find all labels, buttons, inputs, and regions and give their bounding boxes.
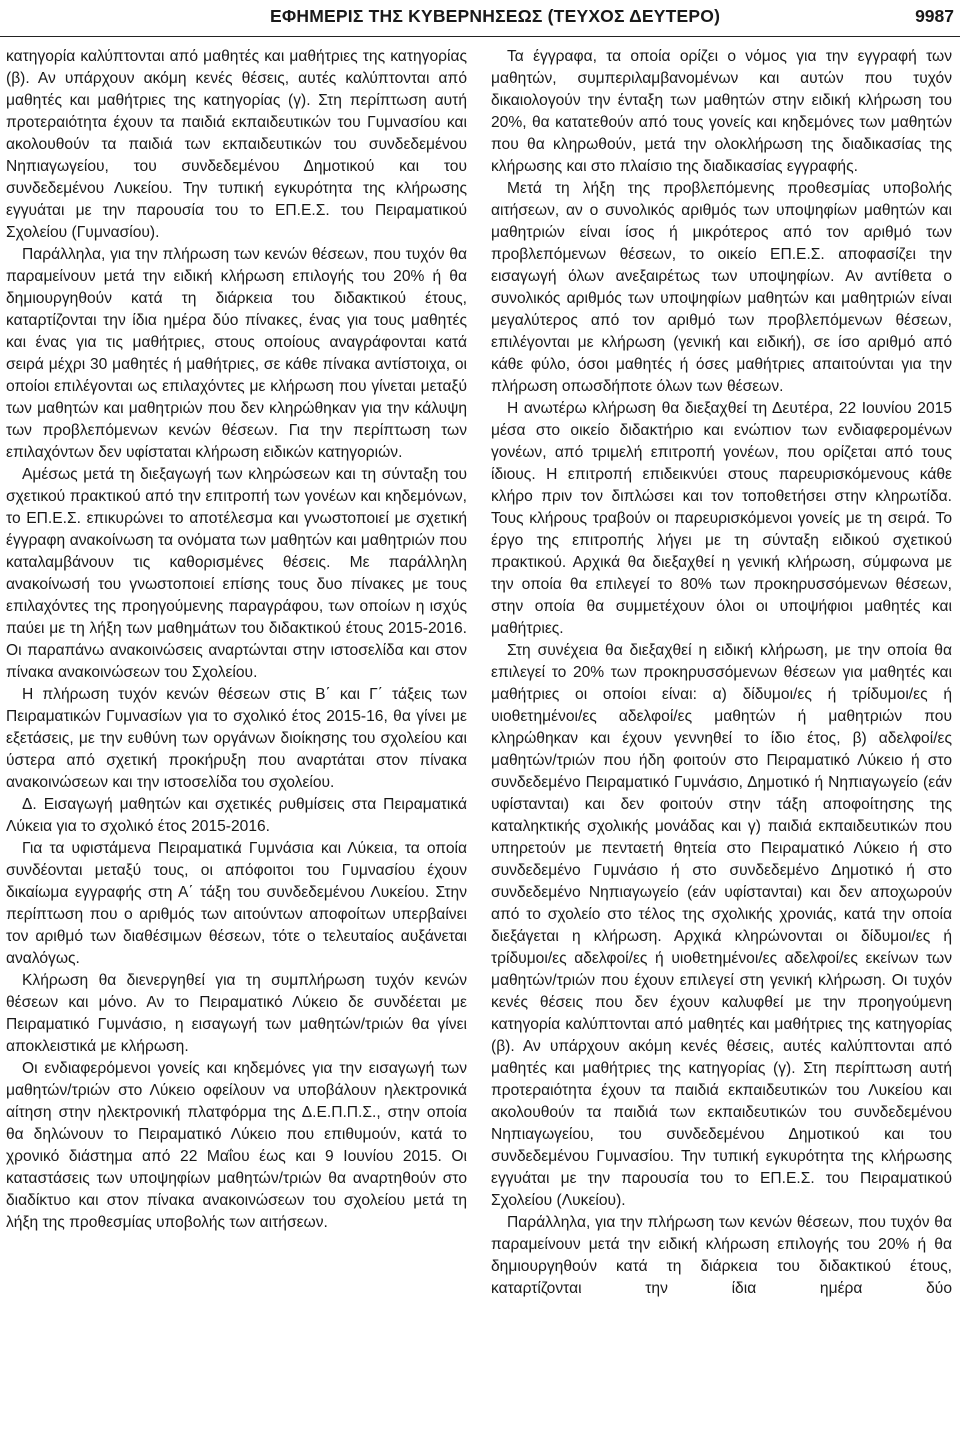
paragraph: Η ανωτέρω κλήρωση θα διεξαχθεί τη Δευτέρα, 22 Ιουνίου 2015 μέσα στο οικείο διδακτήριο και ενώπιον των ενδιαφερομένων γονέων, από τριμελή επιτροπή γονέων, που ορίζεται από τους ίδιους. Η επιτροπή επιδεικνύει στους παρευρισκόμενους κάθε κλήρο πριν τον διπλώσει και τον τοποθετήσει στην κληρωτίδα. Τους κλήρους τραβούν οι παρευρισκόμενοι γονείς με τη σειρά. Το έργο της επιτροπής λήγει με τη σύνταξη ειδικού σχετικού πρακτικού. Αρχικά θα διεξαχθεί η γενική κλήρωση, σύμφωνα με την οποία θα επιλεγεί το 80% των προκηρυσσόμενων θέσεων, στην οποία θα συμμετέχουν όλοι οι υποψήφιοι μαθητές και μαθήτριες. (491, 400, 952, 637)
paragraph: Στη συνέχεια θα διεξαχθεί η ειδική κλήρωση, με την οποία θα επιλεγεί το 20% των προκηρυσσόμενων θέσεων για μαθητές και μαθήτριες οι οποίοι είναι: α) δίδυμοι/ες ή τρίδυμοι/ες ή υιοθετημένοι/ες αδελφοί/ες μαθητών ή μαθητριών που κληρώθηκαν και έχουν γεννηθεί το ίδιο έτος, β) αδελφοί/ες μαθητών/τριών που ήδη φοιτούν στο Πειραματικό Λύκειο ή στο συνδεδεμένο Πειραματικό Γυμνάσιο, Δημοτικό ή Νηπιαγωγείο (εάν υφίστανται) και δεν φοιτούν στην τάξη αποφοίτησης της καταληκτικής σχολικής μονάδας και γ) παιδιά εκπαιδευτικών που υπηρετούν με πενταετή θητεία στο Πειραματικό Λύκειο ή στο συνδεδεμένο Γυμνάσιο ή στο συνδεδεμένο Δημοτικό ή στο συνδεδεμένο Νηπιαγωγείο (εάν υφίστανται) και δεν αποχωρούν από το σχολείο στο τέλος της σχολικής χρονιάς, κατά την οποία διεξάγεται η κλήρωση. Αρχικά κληρώνονται οι δίδυμοι/ες ή τρίδυμοι/ες αδελφοί/ες ή υιοθετημένοι/ες αδελφοί/ες εκείνων των μαθητών/τριών που έχουν επιλεγεί στη γενική κλήρωση. Οι τυχόν κενές θέσεις που δεν έχουν καλυφθεί με την προηγούμενη κατηγορία καλύπτονται από μαθητές και μαθήτριες της κατηγορίας (β). Αν υπάρχουν ακόμη κενές θέσεις, αυτές καλύπτονται από μαθητές και μαθήτριες της κατηγορίας (γ). Στη περίπτωση αυτή προτεραιότητα έχουν τα παιδιά εκπαιδευτικών του Λυκείου και ακολουθούν τα παιδιά των εκπαιδευτικών του συνδεδεμένου Νηπιαγωγείου, του συνδεδεμένου Δημοτικού και του συνδεδεμένου Γυμνασίου. Την τυπική εγκυρότητα της κλήρωσης εγγυάται με την παρουσία του το ΕΠ.Ε.Σ. του Πειραματικού Σχολείου (Λυκείου). (491, 642, 952, 1209)
paragraph: Παράλληλα, για την πλήρωση των κενών θέσεων, που τυχόν θα παραμείνουν μετά την ειδική κλήρωση επιλογής του 20% ή θα δημιουργηθούν κατά τη διάρκεια του διδακτικού έτους, καταρτίζονται την ίδια ημέρα δύο (491, 1214, 952, 1297)
paragraph: Μετά τη λήξη της προβλεπόμενης προθεσμίας υποβολής αιτήσεων, αν ο συνολικός αριθμός των υποψηφίων μαθητών και μαθητριών είναι ίσος ή μικρότερος από τον αριθμό των προβλεπόμενων θέσεων, το οικείο ΕΠ.Ε.Σ. αποφασίζει την εισαγωγή όλων ανεξαιρέτως των υποψηφίων. Αν αντίθετα ο συνολικός αριθμός των υποψηφίων μαθητών και μαθητριών είναι μεγαλύτερος από τον αριθμό των προβλεπόμενων θέσεων, επιλέγονται με κλήρωση (γενική και ειδική), σε ίσο αριθμό από κάθε φύλο, όσοι μαθητές ή όσες μαθήτριες απαιτούνται για την πλήρωση οπωσδήποτε όλων των θέσεων. (491, 180, 952, 395)
paragraph: Κλήρωση θα διενεργηθεί για τη συμπλήρωση τυχόν κενών θέσεων και μόνο. Αν το Πειραματικό Λύκειο δε συνδέεται με Πειραματικό Γυμνάσιο, η εισαγωγή των μαθητών/τριών θα γίνει αποκλειστικά με κλήρωση. (6, 972, 467, 1055)
paragraph: Για τα υφιστάμενα Πειραματικά Γυμνάσια και Λύκεια, τα οποία συνδέονται μεταξύ τους, οι απόφοιτοι του Γυμνασίου έχουν δικαίωμα εγγραφής στη Α΄ τάξη του συνδεδεμένου Λυκείου. Στην περίπτωση που ο αριθμός των αιτούντων αποφοίτων υπερβαίνει τον αριθμό των διαθέσιμων θέσεων, τότε ο τελευταίος αυξάνεται αναλόγως. (6, 840, 467, 967)
left-column (6, 46, 467, 1428)
right-column (491, 46, 952, 1428)
page-header (0, 0, 960, 37)
paragraph: Η πλήρωση τυχόν κενών θέσεων στις Β΄ και Γ΄ τάξεις των Πειραματικών Γυμνασίων για το σχολικό έτος 2015-16, θα γίνει με εξετάσεις, με την ευθύνη των οργάνων διοίκησης του σχολείου και ύστερα από σχετική προκήρυξη που αναρτάται στον πίνακα ανακοινώσεων και την ιστοσελίδα του σχολείου. (6, 686, 467, 791)
paragraph: Παράλληλα, για την πλήρωση των κενών θέσεων, που τυχόν θα παραμείνουν μετά την ειδική κλήρωση επιλογής του 20% ή θα δημιουργηθούν κατά τη διάρκεια του διδακτικού έτους, καταρτίζονται την ίδια ημέρα δύο πίνακες, ένας για τους μαθητές και ένας για τις μαθήτριες, στους οποίους αναγράφονται κατά σειρά μέχρι 30 μαθητές ή μαθήτριες, σε κάθε πίνακα αντίστοιχα, οι οποίοι επιλέγονται ως επιλαχόντες με κλήρωση που γίνεται μεταξύ των μαθητών και μαθητριών που δεν κληρώθηκαν για την κάλυψη των προβλεπόμενων κενών θέσεων. Για την περίπτωση των επιλαχόντων δεν υφίσταται κλήρωση ειδικών κατηγοριών. (6, 246, 467, 461)
paragraph: Αμέσως μετά τη διεξαγωγή των κληρώσεων και τη σύνταξη του σχετικού πρακτικού από την επιτροπή των γονέων και κηδεμόνων, το ΕΠ.Ε.Σ. επικυρώνει το αποτέλεσμα και γνωστοποιεί με σχετική έγγραφη ανακοίνωση τα ονόματα των μαθητών και μαθητριών που καταλαμβάνουν τις καθορισμένες θέσεις. Με παράλληλη ανακοίνωσή του γνωστοποιεί επίσης τους δυο πίνακες με τους επιλαχόντες της προηγούμενης παραγράφου, των οποίων η ισχύς παύει με τη λήξη των μαθημάτων του διδακτικού έτους 2015-2016. Οι παραπάνω ανακοινώσεις αναρτώνται στην ιστοσελίδα και στον πίνακα ανακοινώσεων του Σχολείου. (6, 466, 467, 681)
page-number: 9987 (915, 6, 954, 26)
paragraph: Τα έγγραφα, τα οποία ορίζει ο νόμος για την εγγραφή των μαθητών, συμπεριλαμβανομένων και αυτών που τυχόν δικαιολογούν την ένταξη των μαθητών στην ειδική κλήρωση του 20%, θα κατατεθούν από τους γονείς και κηδεμόνες των μαθητών που θα κληρωθούν, μετά την ολοκλήρωση της διαδικασίας της κλήρωσης και στο πλαίσιο της διαδικασίας εγγραφής. (491, 48, 952, 175)
paragraph: κατηγορία καλύπτονται από μαθητές και μαθήτριες της κατηγορίας (β). Αν υπάρχουν ακόμη κενές θέσεις, αυτές καλύπτονται από μαθητές και μαθήτριες της κατηγορίας (γ). Στη περίπτωση αυτή προτεραιότητα έχουν τα παιδιά εκπαιδευτικών του Γυμνασίου και ακολουθούν τα παιδιά των εκπαιδευτικών του συνδεδεμένου Νηπιαγωγείου, του συνδεδεμένου Δημοτικού και του συνδεδεμένου Λυκείου. Την τυπική εγκυρότητα της κλήρωσης εγγυάται με την παρουσία του το ΕΠ.Ε.Σ. του Πειραματικού Σχολείου (Γυμνασίου). (6, 48, 467, 241)
section-heading: Δ. Εισαγωγή μαθητών και σχετικές ρυθμίσεις στα Πειραματικά Λύκεια για το σχολικό έτος 2015-2016. (6, 796, 467, 835)
gazette-title: ΕΦΗΜΕΡΙΣ ΤΗΣ ΚΥΒΕΡΝΗΣΕΩΣ (ΤΕΥΧΟΣ ΔΕΥΤΕΡΟ) (270, 6, 721, 26)
paragraph: Οι ενδιαφερόμενοι γονείς και κηδεμόνες για την εισαγωγή των μαθητών/τριών στο Λύκειο οφείλουν να υποβάλουν ηλεκτρονικά αίτηση στην ηλεκτρονική πλατφόρμα της Δ.Ε.Π.Π.Σ., στην οποία θα δηλώνουν το Πειραματικό Λύκειο που επιθυμούν, κατά το χρονικό διάστημα από 22 Μαΐου έως και 9 Ιουνίου 2015. Οι καταστάσεις των υποψηφίων μαθητών/τριών θα αναρτηθούν στο διαδίκτυο και στον πίνακα ανακοινώσεων του σχολείου μετά τη λήξη της προθεσμίας υποβολής των αιτήσεων. (6, 1060, 467, 1231)
